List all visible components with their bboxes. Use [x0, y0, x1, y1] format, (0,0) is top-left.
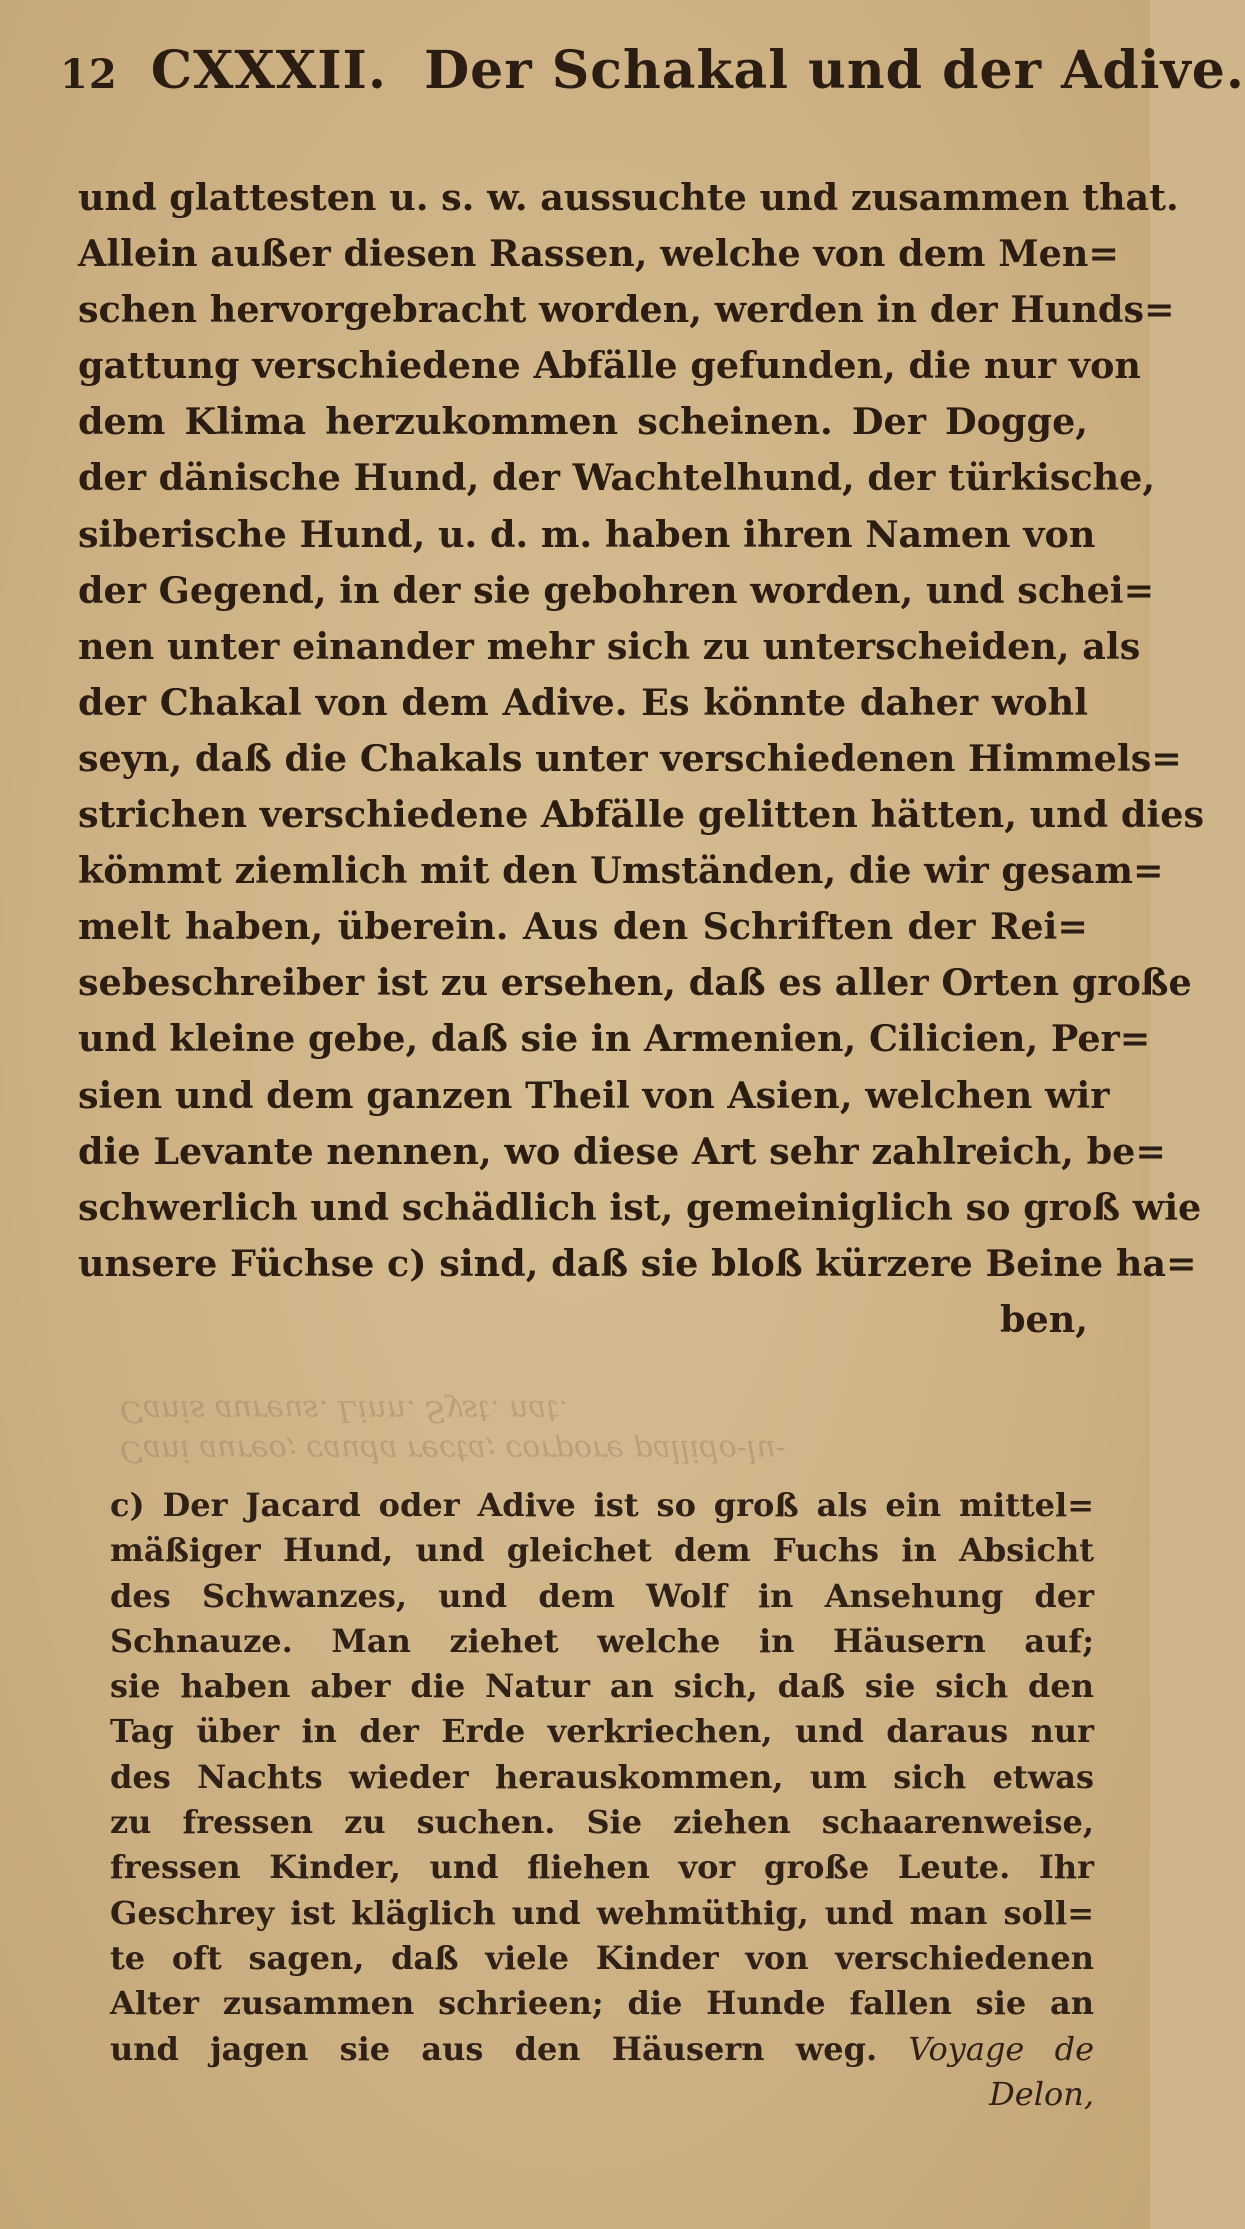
footnote-line: fressen Kinder, und fliehen vor große Leute. Ihr — [110, 1848, 1094, 1887]
chapter-title: Der Schakal und der Adive. — [424, 40, 1245, 101]
footnote-line — [110, 1483, 1094, 1528]
body-text — [78, 170, 1205, 1348]
text-line: und glattesten u. s. w. aussuchte und zusammen that. — [78, 176, 1179, 219]
text-line: kömmt ziemlich mit den Umständen, die wir gesam= — [78, 849, 1164, 893]
text-line: schwerlich und schädlich ist, gemeiniglich so groß wie — [78, 1185, 1202, 1229]
text-line: die Levante nennen, wo diese Art sehr zahlreich, be= — [78, 1129, 1166, 1173]
footnote — [110, 1483, 1094, 2117]
footnote-line: Tag über in der Erde verkriechen, und daraus nur — [110, 1712, 1094, 1751]
footnote-text: Der Jacard oder Adive ist so groß als ein mittel= — [162, 1486, 1095, 1524]
footnote-line: Schnauze. Man ziehet welche in Häusern auf; — [110, 1621, 1094, 1660]
text-line: siberische Hund, u. d. m. haben ihren Namen von — [78, 512, 1096, 556]
footnote-line: des Nachts wieder herauskommen, um sich etwas — [110, 1757, 1094, 1796]
footnote-line: mäßiger Hund, und gleichet dem Fuchs in Absicht — [110, 1531, 1094, 1570]
footnote-line: Alter zusammen schrieen; die Hunde fallen sie an — [110, 1984, 1094, 2023]
footnote-line: sie haben aber die Natur an sich, daß sie sich den — [110, 1667, 1094, 1706]
text-line: dem Klima herzukommen scheinen. Der Dogge, — [78, 400, 1088, 444]
text-line: melt haben, überein. Aus den Schriften der Rei= — [78, 905, 1088, 949]
footnote-line: te oft sagen, daß viele Kinder von verschiedenen — [110, 1938, 1094, 1977]
text-line: gattung verschiedene Abfälle gefunden, die nur von — [78, 344, 1141, 388]
footnote-line — [110, 2072, 1094, 2117]
text-line: und kleine gebe, daß sie in Armenien, Cilicien, Per= — [78, 1017, 1151, 1061]
footnote-line: des Schwanzes, und dem Wolf in Ansehung der — [110, 1576, 1094, 1615]
text-line: der dänische Hund, der Wachtelhund, der türkische, — [78, 456, 1156, 500]
chapter-numeral: CXXXII. — [150, 40, 387, 101]
bleed-through-line: Cani aureo; cauda recta; corpore pallido-lu- — [120, 1433, 786, 1468]
text-line: Allein außer diesen Rassen, welche von dem Men= — [78, 232, 1119, 276]
footnote-reference: Voyage de — [908, 2029, 1095, 2068]
running-header — [60, 40, 1245, 120]
footnote-line — [110, 2027, 1094, 2072]
text-line: der Gegend, in der sie gebohren worden, und schei= — [78, 568, 1155, 612]
footnote-text: und jagen sie aus den Häusern weg. — [110, 2029, 878, 2068]
text-line: sien und dem ganzen Theil von Asien, welchen wir — [78, 1073, 1110, 1117]
page-number: 12 — [60, 51, 118, 98]
text-line: seyn, daß die Chakals unter verschiedenen Himmels= — [78, 736, 1182, 780]
text-line: sebeschreiber ist zu ersehen, daß es aller Orten große — [78, 961, 1192, 1005]
footnote-line: Geschrey ist kläglich und wehmüthig, und man soll= — [110, 1893, 1094, 1932]
bleed-through-text — [120, 1388, 1020, 1468]
text-line: nen unter einander mehr sich zu unterscheiden, als — [78, 624, 1141, 668]
text-line: schen hervorgebracht worden, werden in der Hunds= — [78, 288, 1175, 332]
footnote-label: c) — [110, 1486, 145, 1524]
footnote-reference-end: Delon, — [989, 2074, 1094, 2113]
text-line: unsere Füchse c) sind, daß sie bloß kürzere Beine ha= — [78, 1241, 1197, 1285]
catchword-line: ben, — [1000, 1297, 1088, 1341]
text-line: der Chakal von dem Adive. Es könnte daher wohl — [78, 680, 1088, 724]
footnote-line: zu fressen zu suchen. Sie ziehen schaarenweise, — [110, 1803, 1094, 1842]
text-line: strichen verschiedene Abfälle gelitten hätten, und dies — [78, 793, 1205, 837]
bleed-through-line: Canis aureus. Linn. Syst. nat. — [120, 1393, 568, 1428]
